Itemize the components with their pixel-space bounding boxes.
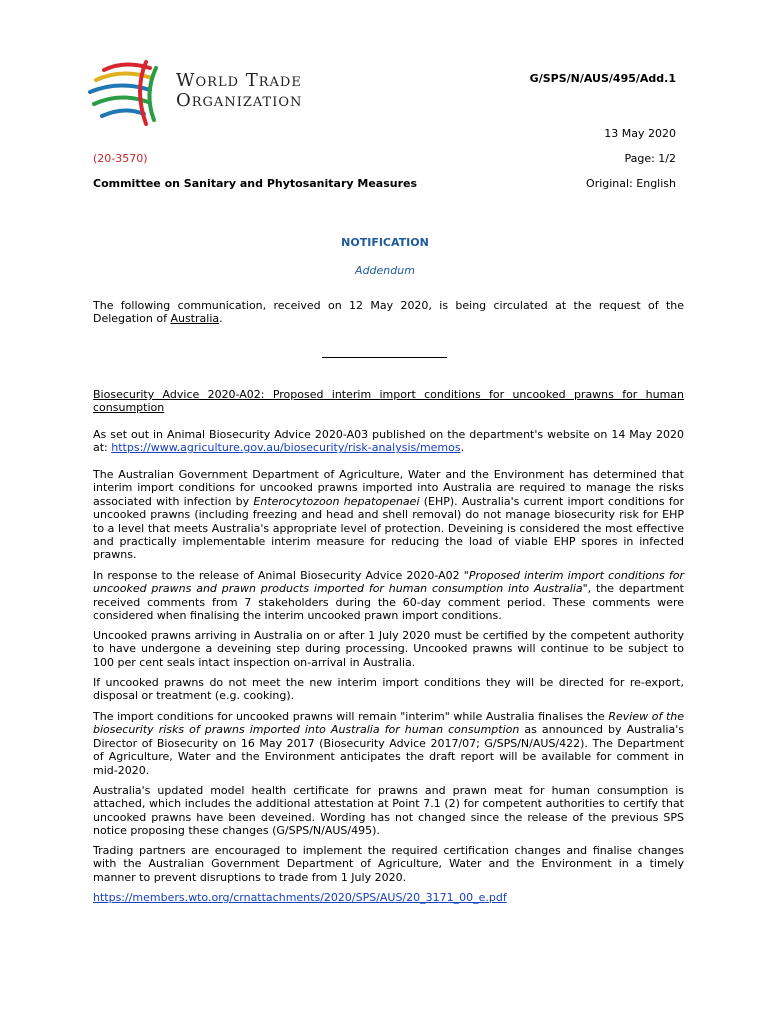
intro-paragraph	[93, 299, 684, 326]
org-name-line2: Organization	[176, 90, 303, 111]
paragraph-6	[93, 710, 684, 777]
paragraph-2-text-b: (EHP). Australia's current import conditions for uncooked prawns (including freezing and head and shell removal) do not manage biosecurity risk for EHP to a level that meets Australia's appropriate level of protection. Deveining is considered the most effective and practically implementable interim measure for reducing the load of viable EHP spores in infected prawns.	[93, 494, 684, 562]
paragraph-6-text-a: The import conditions for uncooked prawns will remain "interim" while Australia finalises the	[93, 710, 609, 723]
section-heading: Biosecurity Advice 2020-A02: Proposed interim import conditions for uncooked prawns for human consumption	[93, 388, 684, 415]
paragraph-1-end: .	[460, 441, 465, 455]
country-name: Australia	[170, 312, 220, 326]
addendum-subtitle: Addendum	[355, 264, 415, 277]
memos-link[interactable]: https://www.agriculture.gov.au/biosecurity/risk-analysis/memos	[111, 441, 461, 455]
paragraph-8: Trading partners are encouraged to implement the required certification changes and finalise changes with the Australian Government Department of Agriculture, Water and the Environment in a timely manner to prevent disruptions to trade from 1 July 2020.	[93, 844, 684, 884]
paragraph-2	[93, 468, 684, 562]
review-title: Review of the biosecurity risks of prawns imported into Australia for human consumption	[93, 710, 684, 737]
paragraph-2-text-a: The Australian Government Department of Agriculture, Water and the Environment has determined that interim import conditions for uncooked prawns imported into Australia are required to manage the risks associated with infection by	[93, 468, 684, 508]
document-date: 13 May 2020	[604, 127, 676, 140]
attachment-link[interactable]: https://members.wto.org/crnattachments/2020/SPS/AUS/20_3171_00_e.pdf	[93, 891, 507, 904]
paragraph-7: Australia's updated model health certificate for prawns and prawn meat for human consumption is attached, which includes the additional attestation at Point 7.1 (2) for competent authorities to certify that uncooked prawns have been deveined. Wording has not changed since the release of the previous SPS notice proposing these changes (G/SPS/N/AUS/495).	[93, 784, 684, 838]
intro-end: .	[219, 312, 223, 326]
paragraph-3-text-a: In response to the release of Animal Biosecurity Advice 2020-A02 "	[93, 569, 469, 582]
org-name-line1: World Trade	[176, 70, 302, 91]
paragraph-1	[93, 428, 684, 455]
paragraph-6-text-b: as announced by Australia's Director of Biosecurity on 16 May 2017 (Biosecurity Advice 2017/07; G/SPS/N/AUS/422). The Department of Agriculture, Water and the Environment anticipates the draft report will be available for comment in mid-2020.	[93, 723, 684, 777]
advice-title: Proposed interim import conditions for uncooked prawns and prawn products imported for human consumption into Australia	[93, 569, 684, 596]
attachment-paragraph	[93, 891, 684, 904]
committee-name: Committee on Sanitary and Phytosanitary Measures	[93, 177, 418, 190]
species-name: Enterocytozoon hepatopenaei	[253, 494, 420, 508]
paragraph-1-text: As set out in Animal Biosecurity Advice 2020-A03 published on the department's website on 14 May 2020 at:	[93, 428, 684, 455]
intro-text: The following communication, received on 12 May 2020, is being circulated at the request of the Delegation of	[93, 299, 684, 326]
paragraph-3	[93, 569, 684, 623]
paragraph-5: If uncooked prawns do not meet the new interim import conditions they will be directed for re-export, disposal or treatment (e.g. cooking).	[93, 676, 684, 703]
paragraph-3-text-b: ", the department received comments from 7 stakeholders during the 60-day comment period. These comments were considered when finalising the interim uncooked prawn import conditions.	[93, 582, 684, 623]
page-indicator: Page: 1/2	[624, 152, 676, 165]
notification-title: NOTIFICATION	[341, 236, 429, 249]
document-number: (20-3570)	[93, 152, 148, 165]
organization-name	[176, 71, 302, 111]
original-language: Original: English	[586, 177, 676, 190]
paragraph-4: Uncooked prawns arriving in Australia on or after 1 July 2020 must be certified by the competent authority to have undergone a deveining step during processing. Uncooked prawns will continue to be subject to 100 per cent seals intact inspection on-arrival in Australia.	[93, 629, 684, 669]
document-symbol: G/SPS/N/AUS/495/Add.1	[529, 72, 676, 85]
separator-rule	[322, 357, 447, 358]
